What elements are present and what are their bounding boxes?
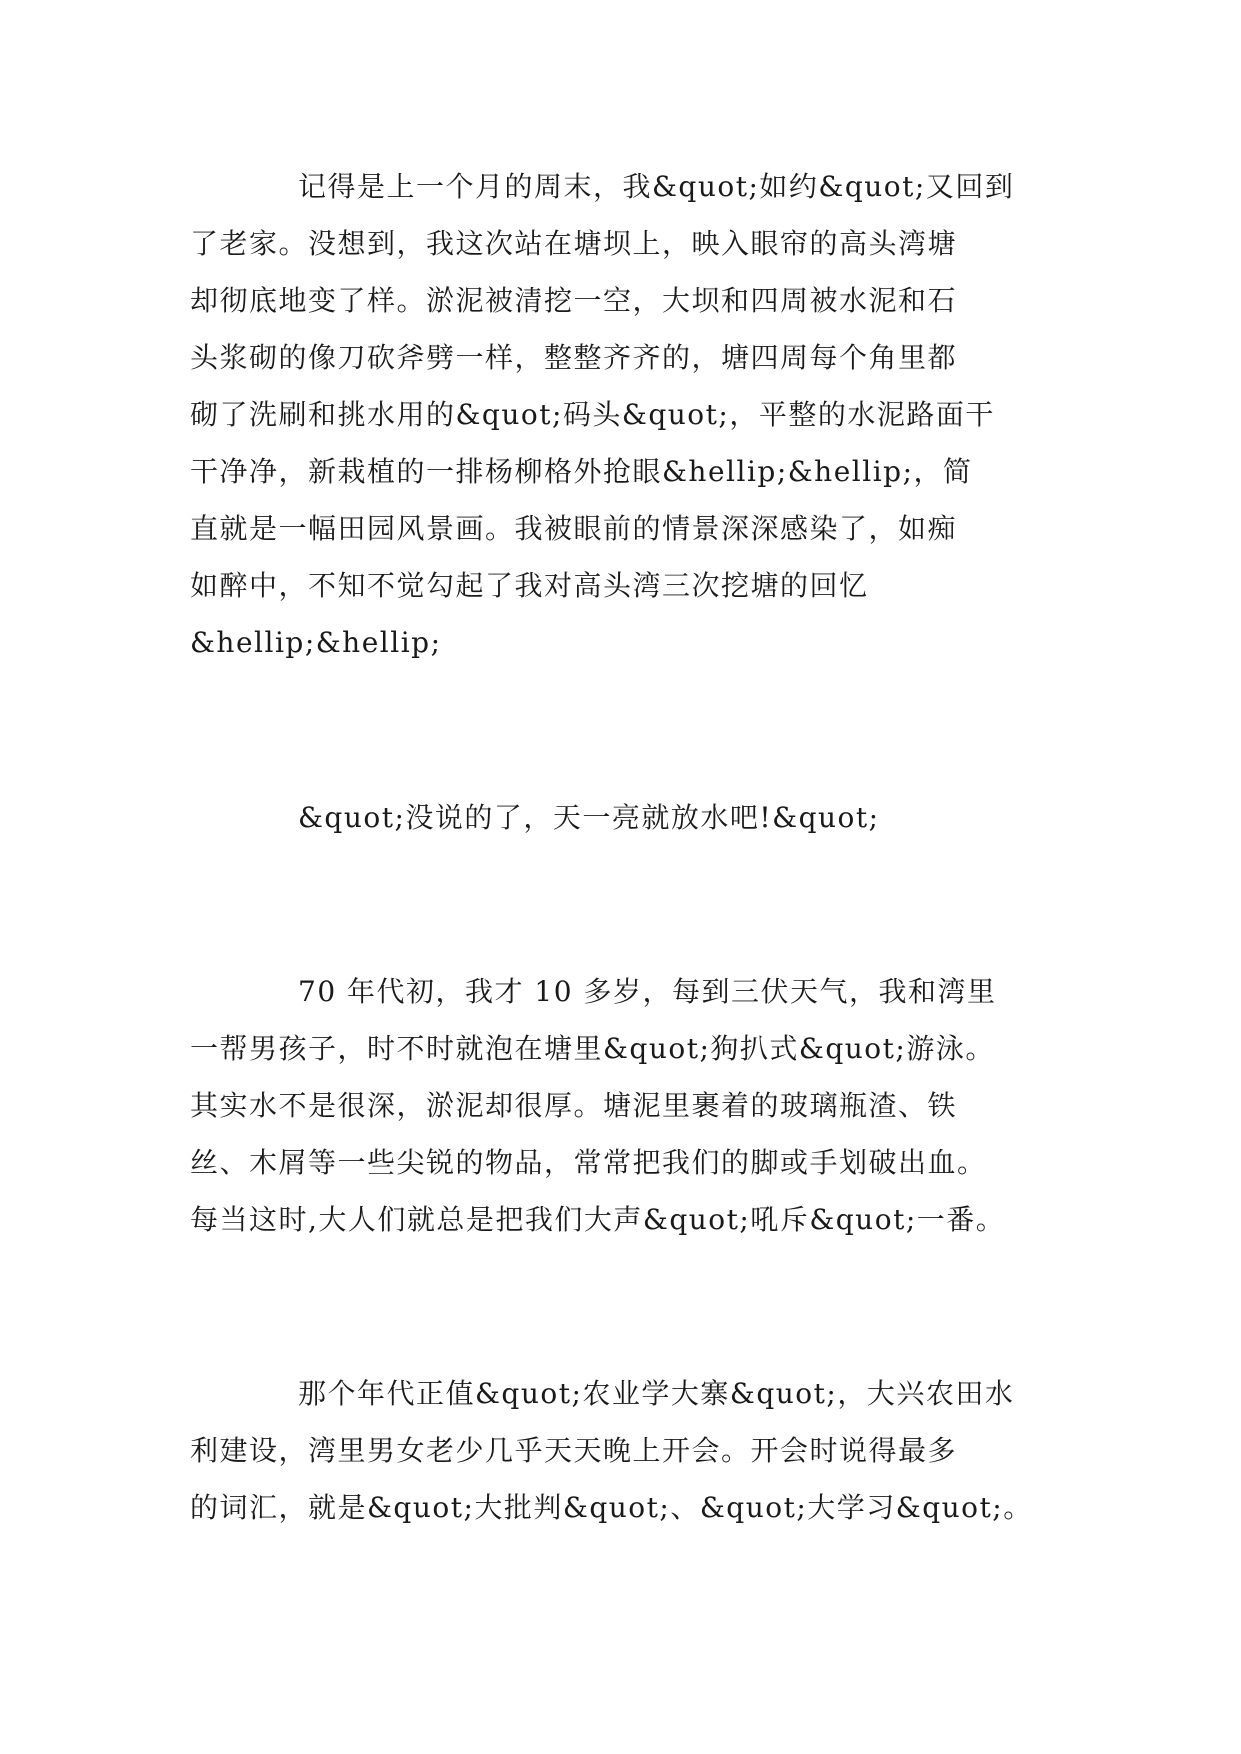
paragraph-line: 利建设，湾里男女老少几乎天天晚上开会。开会时说得最多: [190, 1434, 958, 1467]
paragraph-line: 干净净，新栽植的一排杨柳格外抢眼&hellip;&hellip;，简: [190, 455, 973, 488]
paragraph-line: 直就是一幅田园风景画。我被眼前的情景深深感染了，如痴: [190, 512, 958, 545]
paragraph-line: 的词汇，就是&quot;大批判&quot;、&quot;大学习&quot;。: [190, 1491, 1033, 1524]
paragraph-line: 了老家。没想到，我这次站在塘坝上，映入眼帘的高头湾塘: [190, 227, 958, 260]
paragraph-line: 一帮男孩子，时不时就泡在塘里&quot;狗扒式&quot;游泳。: [190, 1032, 995, 1065]
paragraph-line: 却彻底地变了样。淤泥被清挖一空，大坝和四周被水泥和石: [190, 284, 958, 317]
paragraph-line: 那个年代正值&quot;农业学大寨&quot;，大兴农田水: [298, 1377, 1015, 1410]
paragraph-line: 如醉中，不知不觉勾起了我对高头湾三次挖塘的回忆: [190, 569, 869, 602]
paragraph-line: 丝、木屑等一些尖锐的物品，常常把我们的脚或手划破出血。: [190, 1146, 987, 1179]
paragraph-line: 记得是上一个月的周末，我&quot;如约&quot;又回到: [298, 170, 1015, 203]
paragraph-line: 头浆砌的像刀砍斧劈一样，整整齐齐的，塘四周每个角里都: [190, 341, 958, 374]
paragraph-line: 砌了洗刷和挑水用的&quot;码头&quot;，平整的水泥路面干: [190, 398, 995, 431]
paragraph-line: 其实水不是很深，淤泥却很厚。塘泥里裹着的玻璃瓶渣、铁: [190, 1089, 958, 1122]
paragraph-line: &quot;没说的了，天一亮就放水吧!&quot;: [298, 801, 880, 834]
paragraph-line: &hellip;&hellip;: [190, 626, 442, 659]
paragraph-line: 70 年代初，我才 10 多岁，每到三伏天气，我和湾里: [298, 975, 997, 1008]
paragraph-line: 每当这时,大人们就总是把我们大声&quot;吼斥&quot;一番。: [190, 1203, 1006, 1236]
